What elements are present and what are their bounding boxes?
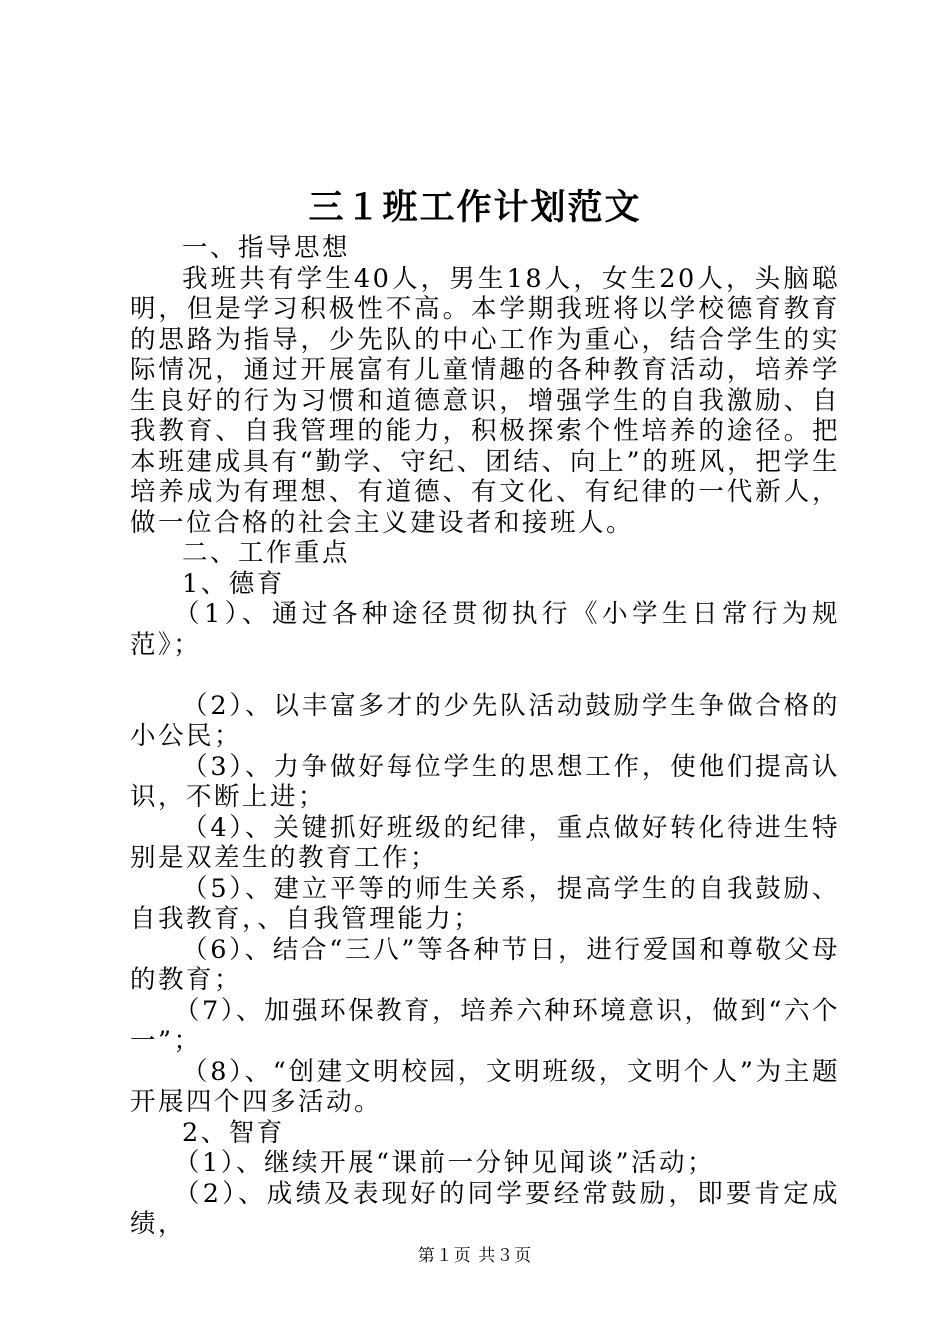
- section-heading-work-focus: 二、工作重点: [182, 538, 351, 568]
- list-item-moral-1: （1）、通过各种途径贯彻执行《小学生日常行为规范》；: [130, 599, 840, 660]
- list-item-moral-5: （5）、建立平等的师生关系，提高学生的自我鼓励、自我教育，、自我管理能力；: [130, 873, 840, 934]
- list-item-intellectual-1: （1）、继续开展“课前一分钟见闻谈”活动；: [174, 1148, 716, 1178]
- page-number-footer: 第１页 共３页: [417, 1246, 533, 1266]
- list-item-moral-3: （3）、力争做好每位学生的思想工作，使他们提高认识，不断上进；: [130, 751, 840, 812]
- subheading-intellectual-education: 2、智育: [182, 1117, 285, 1148]
- paragraph-class-overview: 我班共有学生40人，男生18人，女生20人，头脑聪明，但是学习积极性不高。本学期我班将以学校德育教育的思路为指导，少先队的中心工作为重心，结合学生的实际情况，通过开展富有儿童情趣的各种教育活动，培养学生良好的行为习惯和道德意识，增强学生的自我激励、自我教育、自我管理的能力，积极探索个性培养的途径。把本班建成具有“勤学、守纪、团结、向上”的班风，把学生培养成为有理想、有道德、有文化、有纪律的一代新人，做一位合格的社会主义建设者和接班人。: [130, 263, 840, 538]
- list-item-moral-4: （4）、关键抓好班级的纪律，重点做好转化待进生特别是双差生的教育工作；: [130, 812, 840, 873]
- document-title: 三１班工作计划范文: [308, 187, 642, 228]
- list-item-moral-2: （2）、以丰富多才的少先队活动鼓励学生争做合格的小公民；: [130, 690, 840, 751]
- section-heading-guiding-thought: 一、指导思想: [182, 233, 351, 263]
- list-item-intellectual-2: （2）、成绩及表现好的同学要经常鼓励，即要肯定成绩，: [130, 1178, 840, 1239]
- subheading-moral-education: 1、德育: [182, 568, 285, 599]
- list-item-moral-7: （7）、加强环保教育，培养六种环境意识，做到“六个一”；: [130, 995, 840, 1056]
- blank-line: [130, 660, 840, 691]
- list-item-moral-8: （8）、“创建文明校园，文明班级，文明个人”为主题开展四个四多活动。: [130, 1056, 840, 1117]
- document-body: [130, 233, 840, 1240]
- list-item-moral-6: （6）、结合“三八”等各种节日，进行爱国和尊敬父母的教育；: [130, 934, 840, 995]
